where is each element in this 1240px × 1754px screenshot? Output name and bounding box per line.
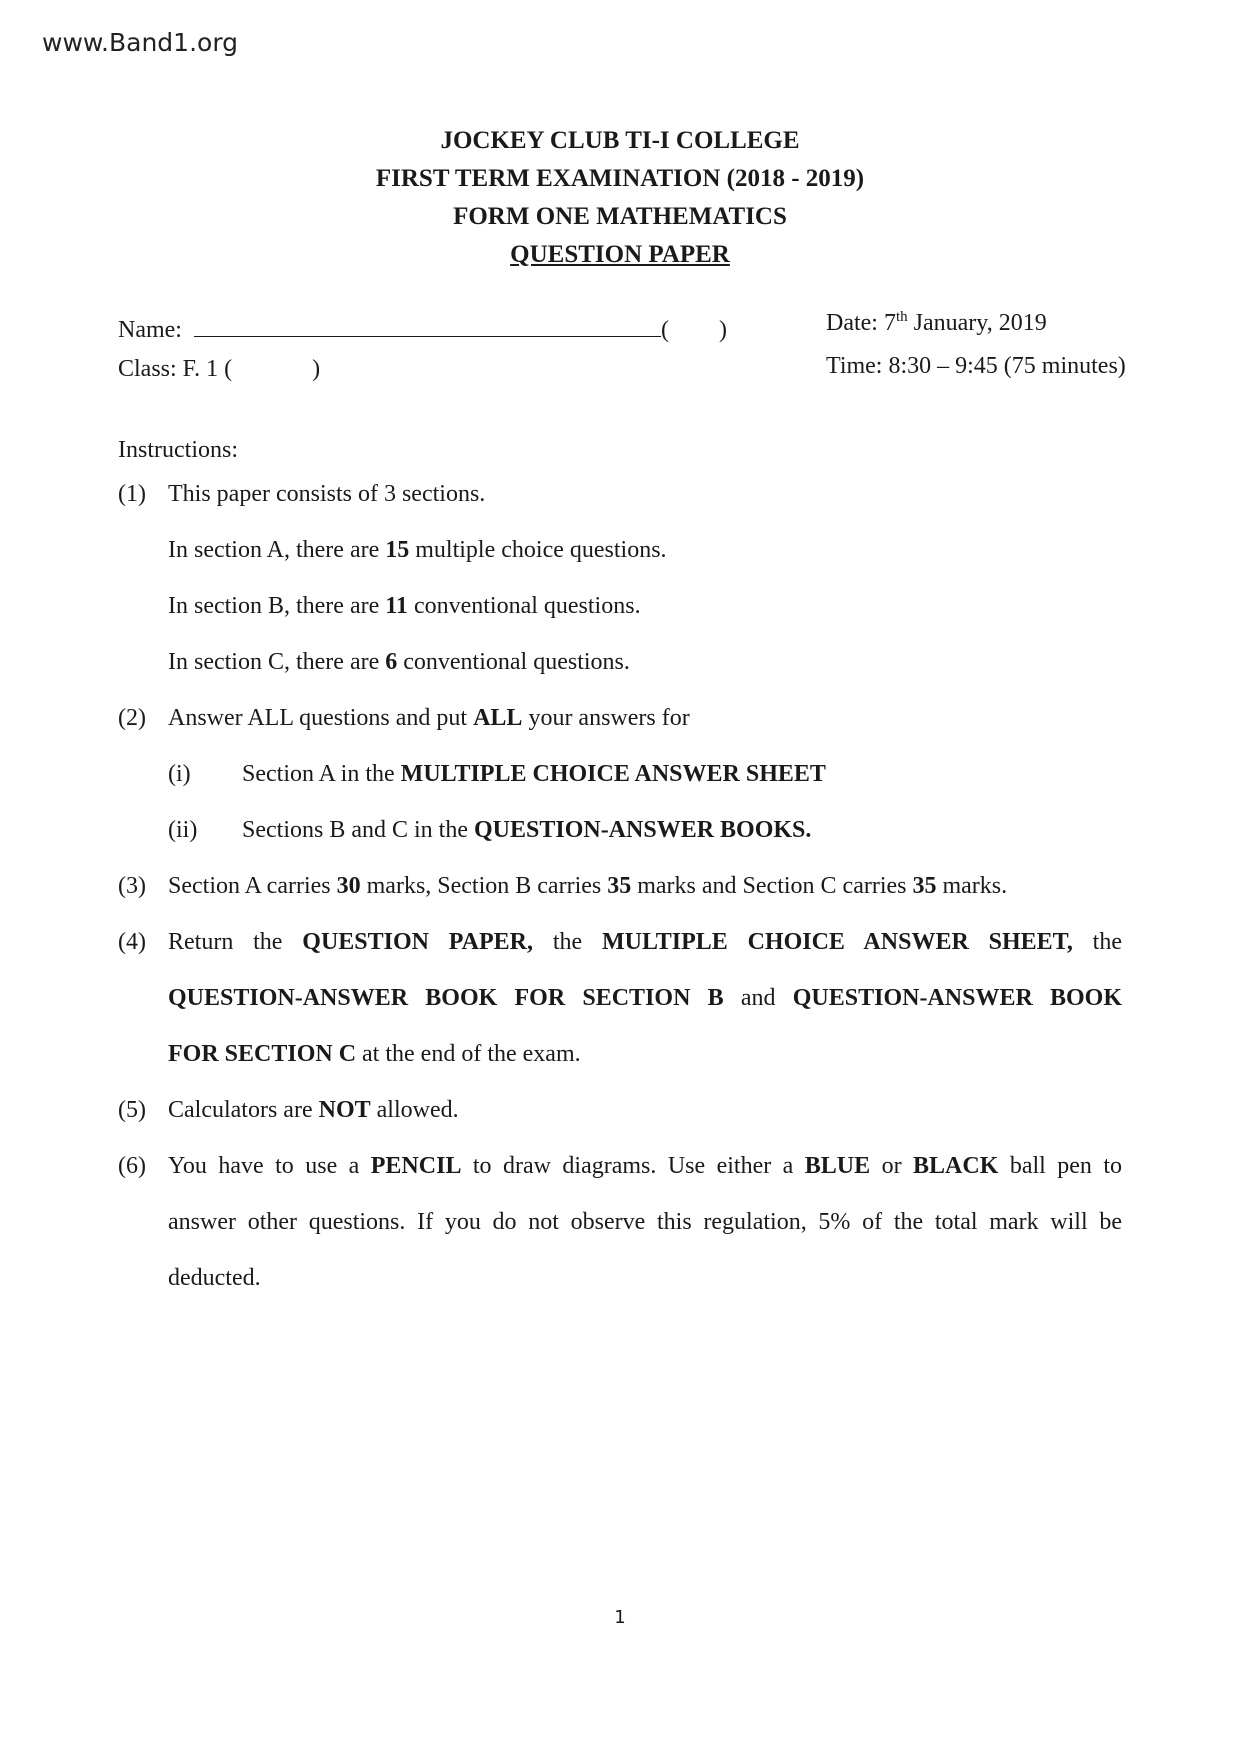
sub-item-i [168,761,826,788]
emphasis: BLUE [804,1153,871,1179]
instruction-number: (6) [118,1153,146,1179]
instruction-number: (3) [118,873,146,899]
emphasis: FOR SECTION C [168,1041,357,1067]
text: answer other questions. If you do not observe this regulation, 5% of the total mark will be [168,1209,1122,1235]
emphasis: NOT [318,1097,371,1123]
class-label: Class: F. 1 ( [118,356,233,382]
text: In section C, there are [168,649,386,675]
emphasis: PENCIL [370,1153,462,1179]
text: Return the [168,929,303,955]
text: your answers for [522,705,690,731]
sub-item-number: (ii) [168,817,198,843]
name-paren-close: ) [718,317,727,343]
sub-item-ii [168,817,811,844]
emphasis: MULTIPLE CHOICE ANSWER SHEET [400,761,826,787]
marks: 30 [336,873,361,899]
date-field [826,310,1047,337]
exam-title: FIRST TERM EXAMINATION (2018 - 2019) [375,165,865,192]
emphasis: BLACK [913,1153,999,1179]
instruction-6-line-3: deducted. [168,1265,261,1291]
emphasis: QUESTION PAPER, [302,929,534,955]
count: 15 [385,537,410,563]
text: In section B, there are [168,593,386,619]
school-name: JOCKEY CLUB TI-I COLLEGE [440,127,800,154]
date-prefix: Date: 7 [826,310,896,336]
text: Answer ALL questions and put [168,705,474,731]
name-blank-line[interactable] [194,314,661,337]
class-field [118,356,320,383]
instruction-6-line-2 [168,1209,1122,1236]
marks: 35 [607,873,632,899]
instruction-text [168,705,690,732]
page-number: 1 [614,1607,626,1628]
instruction-4-line-2 [168,985,1122,1012]
instruction-text: This paper consists of 3 sections. [168,481,486,507]
instruction-4-line-3 [168,1041,581,1068]
instructions-title: Instructions: [118,437,238,463]
emphasis: QUESTION-ANSWER BOOKS. [473,817,812,843]
instruction-number: (1) [118,481,146,507]
text: Sections B and C in the [242,817,474,843]
count: 11 [385,593,408,619]
section-a-info [168,537,667,564]
exam-header [0,122,1240,274]
date-superscript: th [895,309,908,325]
emphasis: QUESTION-ANSWER BOOK FOR SECTION B [168,985,724,1011]
text: In section A, there are [168,537,386,563]
time-field: Time: 8:30 – 9:45 (75 minutes) [826,353,1126,379]
name-label: Name: [118,317,182,343]
date-suffix: January, 2019 [907,310,1047,336]
paper-title: QUESTION PAPER [510,241,730,268]
instruction-text [168,1097,459,1124]
text: and [723,985,793,1011]
instruction-number: (2) [118,705,146,731]
instruction-text [168,873,1007,900]
text: marks and Section C carries [631,873,913,899]
emphasis: ALL [473,705,523,731]
text: conventional questions. [407,593,641,619]
instruction-number: (5) [118,1097,146,1123]
text: to draw diagrams. Use either a [461,1153,805,1179]
name-paren-open: ( [660,317,669,343]
marks: 35 [912,873,937,899]
text: Section A in the [242,761,401,787]
text: Calculators are [168,1097,319,1123]
text: allowed. [370,1097,459,1123]
count: 6 [385,649,398,675]
section-b-info [168,593,641,620]
text: ball pen to [998,1153,1123,1179]
instruction-number: (4) [118,929,146,955]
text: multiple choice questions. [409,537,667,563]
section-c-info [168,649,630,676]
emphasis: QUESTION-ANSWER BOOK [792,985,1123,1011]
text: marks. [936,873,1008,899]
text: conventional questions. [397,649,630,675]
text: marks, Section B carries [360,873,608,899]
subject-title: FORM ONE MATHEMATICS [453,203,787,230]
text: the [1072,929,1122,955]
text: the [533,929,602,955]
class-paren-close: ) [312,356,321,382]
instruction-4-line-1 [168,929,1122,956]
watermark-url: www.Band1.org [42,28,239,57]
emphasis: MULTIPLE CHOICE ANSWER SHEET, [601,929,1073,955]
text: You have to use a [168,1153,371,1179]
name-field [118,314,727,344]
instruction-6-line-1 [168,1153,1122,1180]
text: or [870,1153,914,1179]
text: Section A carries [168,873,337,899]
sub-item-number: (i) [168,761,191,787]
text: at the end of the exam. [356,1041,581,1067]
